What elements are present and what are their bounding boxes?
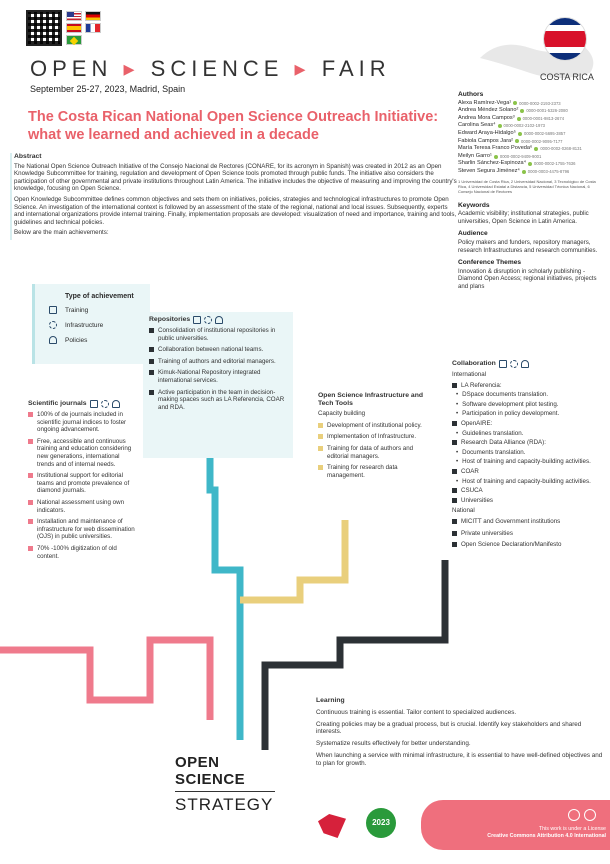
repository-item [149, 327, 287, 342]
repositories-header [149, 316, 287, 324]
journals-list [28, 411, 136, 560]
collaboration-heading: Collaboration [452, 360, 496, 368]
journal-text: Installation and maintenance of infrastructure for web dissemination (OJS) in public universities. [37, 518, 135, 541]
cc-license-icons[interactable] [568, 808, 596, 826]
author-name: Sharlin Sánchez-Espinoza⁴ [458, 160, 527, 167]
national-text: Private universities [461, 529, 513, 537]
orcid-id[interactable]: 0000-0002-9095-7177 [521, 138, 563, 144]
bullet-square [452, 440, 457, 445]
collab-label: Universities [461, 496, 493, 504]
collab-subtext: Documents translation. [462, 448, 526, 456]
event-word-fair: FAIR [321, 56, 391, 81]
learning-point: Continuous training is essential. Tailor content to specialized audiences. [316, 708, 517, 716]
journal-item [28, 545, 136, 560]
event-title: OPEN ▸ SCIENCE ▸ FAIR [30, 56, 391, 81]
infrastructure-icon [510, 360, 518, 368]
universities-logo [312, 808, 354, 844]
journal-text: National assessment using own indicators. [37, 498, 125, 514]
journal-item [28, 438, 136, 468]
collaboration-section [452, 360, 604, 553]
audience-text: Policy makers and funders, repository managers, research Infrastructures and research communities. [458, 238, 598, 254]
repository-item [149, 389, 287, 412]
tool-item [318, 464, 436, 479]
keywords-text: Academic visibility; institutional strategies, public universities, Open Science in Latin America. [458, 210, 589, 225]
collab-item [452, 497, 604, 505]
learning-point: When launching a service with minimal infrastructure, it is essential to have well-defined objectives and to plan for growth. [316, 751, 603, 767]
bullet-square [28, 412, 33, 417]
author-name: Andrea Mora Campos³ [458, 114, 515, 121]
bullet-square [452, 519, 457, 524]
author-name: Alexa Ramírez-Vega¹ [458, 99, 512, 106]
international-label: International [452, 371, 487, 378]
bullet-dot: • [456, 429, 459, 437]
affiliations: 1 Universidad de Costa Rica, 2 Universidad Nacional, 3 Tecnológico de Costa Rica, 4 Universidad Estatal a Distancia, 5 Universidad Técnica Nacional, 6 Consejo Nacional de Rectores [458, 178, 596, 194]
abstract-paragraph: Below are the main achievements: [14, 229, 109, 237]
tool-item [318, 422, 436, 430]
policies-icon [521, 360, 529, 368]
tool-text: Development of institutional policy. [327, 421, 422, 429]
collab-label: LA Referencia: [461, 381, 502, 389]
bullet-square [28, 439, 33, 444]
collab-item [452, 439, 604, 447]
training-icon [499, 360, 507, 368]
strategy-line1: OPEN SCIENCE [175, 754, 246, 788]
bullet-square [28, 500, 33, 505]
type-label: Policies [65, 336, 88, 344]
authors-heading: Authors [458, 91, 484, 98]
repositories-section [143, 312, 293, 458]
orcid-id[interactable]: 0000-0002-5695-3857 [523, 130, 566, 136]
orcid-id[interactable]: 0000-0002-2102-1973 [503, 123, 545, 129]
collab-subtext: Participation in policy development. [462, 410, 560, 418]
themes-heading: Conference Themes [458, 259, 522, 267]
repository-text: Collaboration between national teams. [158, 346, 264, 354]
strategy-block [175, 754, 275, 815]
bullet-square [149, 390, 154, 395]
collab-subtext: Software development pilot testing. [462, 400, 559, 408]
by-icon [584, 809, 596, 821]
national-item [452, 541, 604, 549]
bullet-square [452, 488, 457, 493]
event-date: September 25-27, 2023, Madrid, Spain [30, 84, 186, 94]
training-icon [193, 316, 201, 324]
collab-subtext: Host of training and capacity-building activities. [462, 477, 591, 485]
training-icon [90, 400, 98, 408]
tool-item [318, 433, 436, 441]
journals-header [28, 400, 136, 408]
bullet-dot: • [456, 477, 459, 485]
orcid-id[interactable]: 0000-0002-1755-7636 [534, 161, 576, 167]
tools-list [318, 422, 436, 480]
journal-item [28, 411, 136, 434]
author-name: Meilyn Garro¹ [458, 152, 492, 159]
license-line2[interactable]: Creative Commons Attribution 4.0 International [487, 832, 606, 839]
bullet-dot: • [456, 400, 459, 408]
repository-text: Active participation in the team in decision-making spaces such as LA Referencia, COAR and RDA. [158, 388, 285, 411]
abstract-paragraph: Open Knowledge Subcommittee defines common objectives and sets them on initiatives, policies, strategies and technological infrastructures to promote Open Science. An investigation of the international context is followed by an assessment of the state of the regional, national and local issues. Subsequently, experts and international organizations provide internal training. Finally, implementation proposals are developed: visualization of need and importance, training and tools, guidelines and technical policies. [14, 195, 457, 226]
bullet-square [452, 421, 457, 426]
bullet-dot: • [456, 391, 459, 399]
tools-subheading: Capacity building [318, 410, 366, 418]
journal-item [28, 518, 136, 541]
tool-text: Training for data of authors and editorial managers. [327, 444, 414, 460]
collab-item [452, 487, 604, 495]
author-name: Edward Araya-Hidalgo⁵ [458, 129, 516, 136]
collab-subtext: Guidelines translation. [462, 429, 524, 437]
collab-label: Research Data Alliance (RDA): [461, 439, 546, 447]
orcid-id[interactable]: 0000-0002-0268-8131 [540, 146, 582, 152]
bullet-square [28, 546, 33, 551]
journals-heading: Scientific journals [28, 400, 87, 408]
collab-subitem [456, 458, 604, 466]
author-name: Carolina Seas⁴ [458, 122, 496, 129]
tools-section [318, 392, 436, 483]
collab-subitem [456, 410, 604, 418]
abstract-paragraph: The National Open Science Outreach Initiative of the Consejo Nacional de Rectores (CONARE, for its acronym in Spanish) was created in 2012 as an Open Knowledge Subcommittee for training, regulation and development of Open Science tools promoted through public funds. The initiative also considers the participation of other governmental and private institutions throughout Latin America. The initiative includes the objective of measuring and improving the country's knowledge, focusing on Open Science. [14, 162, 457, 193]
cc-icon [568, 809, 580, 821]
collab-subitem [456, 391, 604, 399]
type-label: Infrastructure [65, 321, 104, 329]
bullet-square [318, 465, 323, 470]
bullet-square [452, 469, 457, 474]
bullet-square [318, 434, 323, 439]
themes-text: Innovation & disruption in scholarly publishing - Diamond Open Access; regional initiatives, projects and plans [458, 267, 597, 290]
national-text: Open Science Declaration/Manifesto [461, 541, 562, 549]
infrastructure-icon [204, 316, 212, 324]
journals-section [28, 400, 136, 564]
collab-subitem [456, 430, 604, 438]
strategy-line2: STRATEGY [175, 795, 274, 814]
journal-text: Free, accessible and continuous training and education considering new generations, international trends and of internal needs. [37, 437, 132, 468]
author-name: Fabiola Campos Jara² [458, 137, 514, 144]
bullet-square [318, 423, 323, 428]
bullet-dot: • [456, 448, 459, 456]
bullet-square [452, 542, 457, 547]
learning-section [316, 697, 606, 772]
collab-item [452, 382, 604, 390]
collab-subitem [456, 449, 604, 457]
bullet-square [28, 519, 33, 524]
journal-item [28, 499, 136, 514]
national-label: National [452, 507, 475, 515]
collab-subitem [456, 401, 604, 409]
journal-item [28, 472, 136, 495]
orcid-id[interactable]: 0000-0002-2193-2373 [519, 100, 561, 106]
country-name: COSTA RICA [540, 72, 594, 82]
repository-text: Training of authors and editorial managers. [158, 357, 276, 365]
license-text [472, 826, 606, 840]
learning-point: Creating policies may be a gradual process, but is crucial. Identify key stakeholders and shared interests. [316, 720, 582, 736]
tools-header [318, 392, 436, 407]
learning-heading: Learning [316, 697, 345, 704]
bullet-square [149, 347, 154, 352]
national-item [452, 518, 604, 526]
author-name: María Teresa Franco Poveda⁶ [458, 145, 533, 152]
author-name: Steven Segura Jiménez⁴ [458, 167, 520, 174]
strategy-divider [175, 791, 275, 792]
bullet-dot: • [456, 410, 459, 418]
anniversary-logo [366, 808, 396, 838]
bullet-square [28, 473, 33, 478]
tool-item [318, 445, 436, 460]
bullet-square [318, 446, 323, 451]
collab-label: COAR [461, 467, 479, 475]
bullet-dot: • [456, 458, 459, 466]
repositories-heading: Repositories [149, 316, 191, 324]
policies-icon [215, 316, 223, 324]
international-list [452, 382, 604, 505]
audience-heading: Audience [458, 230, 488, 238]
orcid-id[interactable]: 0000-0001-5326-2080 [526, 108, 568, 114]
license-line1: This work is under a License [538, 826, 606, 832]
repository-item [149, 369, 287, 384]
bullet-square [452, 498, 457, 503]
keywords-heading: Keywords [458, 201, 490, 209]
policies-icon [112, 400, 120, 408]
collab-subitem [456, 478, 604, 486]
infrastructure-icon [101, 400, 109, 408]
collab-label: OpenAIRE: [461, 419, 493, 427]
journal-text: Institutional support for editorial teams and promote prevalence of diamond journals. [37, 472, 130, 495]
collab-item [452, 420, 604, 428]
collab-subtext: Host of training and capacity-building activities. [462, 458, 591, 466]
anniversary-year: 2023 [372, 818, 390, 827]
bullet-square [452, 531, 457, 536]
type-label: Training [65, 306, 89, 314]
bullet-square [149, 359, 154, 364]
tool-text: Training for research data management. [327, 464, 398, 479]
collaboration-header [452, 360, 604, 368]
event-word-science: SCIENCE [150, 56, 284, 81]
tools-heading: Open Science Infrastructure and Tech Tools [318, 392, 424, 407]
repositories-list [149, 327, 287, 411]
national-list [452, 518, 604, 549]
journal-text: 100% of de journals included in scientific journal indices to foster ongoing advancement. [37, 411, 127, 434]
repository-item [149, 358, 287, 366]
tool-text: Implementation of Infrastructure. [327, 433, 417, 441]
author-name: Andrea Méndez Solano² [458, 107, 519, 114]
poster-title: The Costa Rican National Open Science Outreach Initiative: what we learned and achieved in a decade [28, 109, 439, 143]
collab-subtext: DSpace documents translation. [462, 391, 549, 399]
repository-text: Kimuk-National Repository integrated international services. [158, 369, 261, 384]
event-word-open: OPEN [30, 56, 113, 81]
bullet-square [149, 370, 154, 375]
collab-label: CSUCA [461, 487, 483, 495]
bullet-square [149, 328, 154, 333]
orcid-id[interactable]: 0000-0003-4475-8796 [527, 168, 570, 174]
repository-item [149, 346, 287, 354]
type-heading: Type of achievement [65, 293, 134, 300]
bullet-square [452, 383, 457, 388]
national-text: MICITT and Government institutions [461, 517, 561, 525]
learning-point: Systematize results effectively for better understanding. [316, 740, 471, 748]
orcid-id[interactable]: 0000-0001-9813-2674 [522, 115, 565, 121]
collab-item [452, 468, 604, 476]
orcid-id[interactable]: 0000-0002-9409-9001 [499, 153, 542, 159]
national-item [452, 530, 604, 538]
repository-text: Consolidation of institutional repositories in public universities. [158, 327, 276, 342]
journal-text: 70% -100% digitization of old content. [37, 544, 117, 560]
abstract-heading: Abstract [14, 153, 42, 160]
